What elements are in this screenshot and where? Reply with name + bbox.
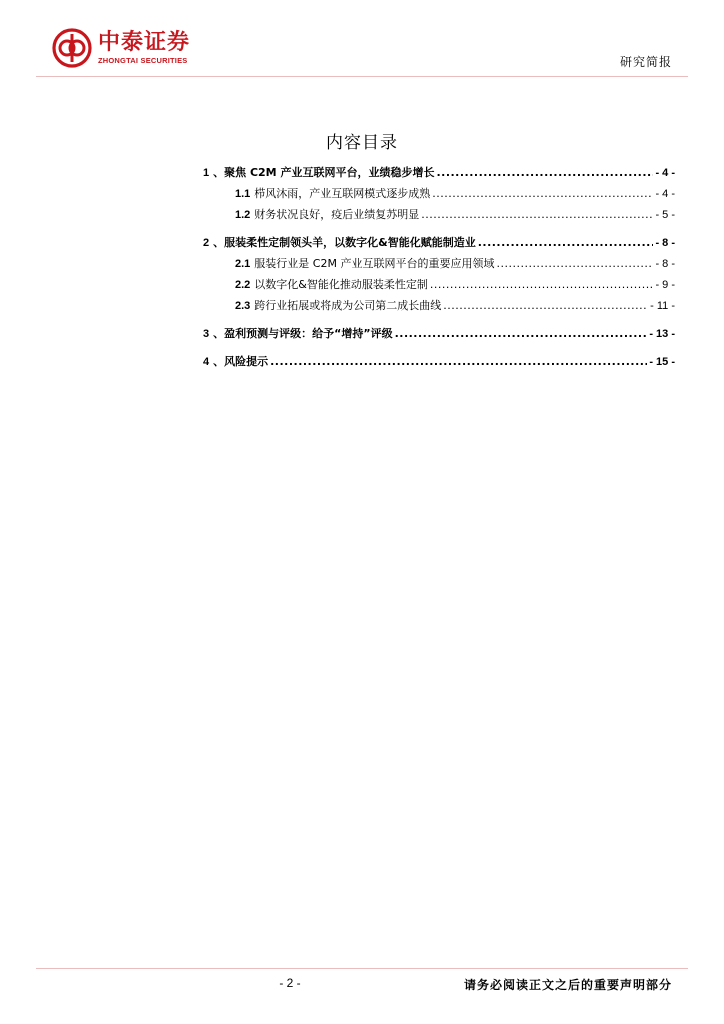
toc-dot-leader bbox=[432, 183, 653, 204]
disclaimer-text: 请务必阅读正文之后的重要声明部分 bbox=[463, 978, 672, 992]
toc-entry-text: 以数字化&智能化推动服装柔性定制 bbox=[254, 278, 428, 291]
toc-entry-number: 1 bbox=[203, 167, 210, 179]
toc-entry-2-2[interactable] bbox=[203, 274, 675, 295]
toc-entry-number: 2.1 bbox=[235, 258, 251, 270]
toc-dot-leader bbox=[496, 253, 653, 274]
toc-entry-page: - 8 - bbox=[655, 258, 675, 270]
toc-entry-text: 、盈利预测与评级：给予“增持”评级 bbox=[213, 327, 393, 340]
page-number: - 2 - bbox=[279, 976, 301, 990]
toc-entry-page: - 8 - bbox=[655, 237, 675, 249]
toc-title: 内容目录 bbox=[326, 133, 398, 153]
toc-entry-number: 2.3 bbox=[235, 300, 251, 312]
toc-entry-text: 栉风沐雨，产业互联网模式逐步成熟 bbox=[254, 187, 431, 200]
company-logo bbox=[52, 28, 190, 68]
toc-entry-number: 2.2 bbox=[235, 279, 251, 291]
zhongtai-logo-icon bbox=[52, 28, 92, 68]
toc-entry-text: 、服装柔性定制领头羊，以数字化&智能化赋能制造业 bbox=[213, 236, 476, 249]
toc-dot-leader bbox=[395, 323, 648, 344]
logo-en-text: ZHONGTAI SECURITIES bbox=[98, 55, 188, 65]
table-of-contents bbox=[203, 162, 675, 372]
toc-entry-text: 服装行业是 C2M 产业互联网平台的重要应用领域 bbox=[254, 257, 495, 270]
toc-entry-page: - 4 - bbox=[655, 167, 675, 179]
toc-entry-page: - 4 - bbox=[655, 188, 675, 200]
toc-entry-page: - 13 - bbox=[649, 328, 675, 340]
toc-entry-text: 、风险提示 bbox=[213, 355, 269, 368]
toc-entry-1-2[interactable] bbox=[203, 204, 675, 225]
footer-divider bbox=[36, 968, 688, 969]
toc-entry-3[interactable] bbox=[203, 323, 675, 344]
logo-cn-text: 中泰证券 bbox=[98, 29, 191, 55]
toc-dot-leader bbox=[270, 351, 647, 372]
toc-entry-2-1[interactable] bbox=[203, 253, 675, 274]
toc-entry-number: 1.2 bbox=[235, 209, 251, 221]
toc-dot-leader bbox=[443, 295, 648, 316]
toc-entry-text: 跨行业拓展或将成为公司第二成长曲线 bbox=[254, 299, 442, 312]
toc-entry-2-3[interactable] bbox=[203, 295, 675, 316]
toc-entry-1-1[interactable] bbox=[203, 183, 675, 204]
toc-dot-leader bbox=[436, 162, 653, 183]
toc-entry-2[interactable] bbox=[203, 232, 675, 253]
toc-dot-leader bbox=[430, 274, 654, 295]
toc-dot-leader bbox=[421, 204, 653, 225]
toc-entry-number: 3 bbox=[203, 328, 210, 340]
toc-entry-number: 2 bbox=[203, 237, 210, 249]
toc-entry-text: 财务状况良好，疫后业绩复苏明显 bbox=[254, 208, 420, 221]
toc-dot-leader bbox=[478, 232, 654, 253]
toc-entry-number: 4 bbox=[203, 356, 210, 368]
toc-entry-page: - 15 - bbox=[649, 356, 675, 368]
toc-entry-1[interactable] bbox=[203, 162, 675, 183]
toc-entry-text: 、聚焦 C2M 产业互联网平台，业绩稳步增长 bbox=[213, 166, 435, 179]
toc-entry-number: 1.1 bbox=[235, 188, 251, 200]
toc-entry-4[interactable] bbox=[203, 351, 675, 372]
toc-entry-page: - 11 - bbox=[650, 300, 675, 312]
toc-entry-page: - 9 - bbox=[655, 279, 675, 291]
report-type-label: 研究简报 bbox=[619, 55, 672, 69]
toc-entry-page: - 5 - bbox=[655, 209, 675, 221]
header-divider bbox=[36, 76, 688, 77]
